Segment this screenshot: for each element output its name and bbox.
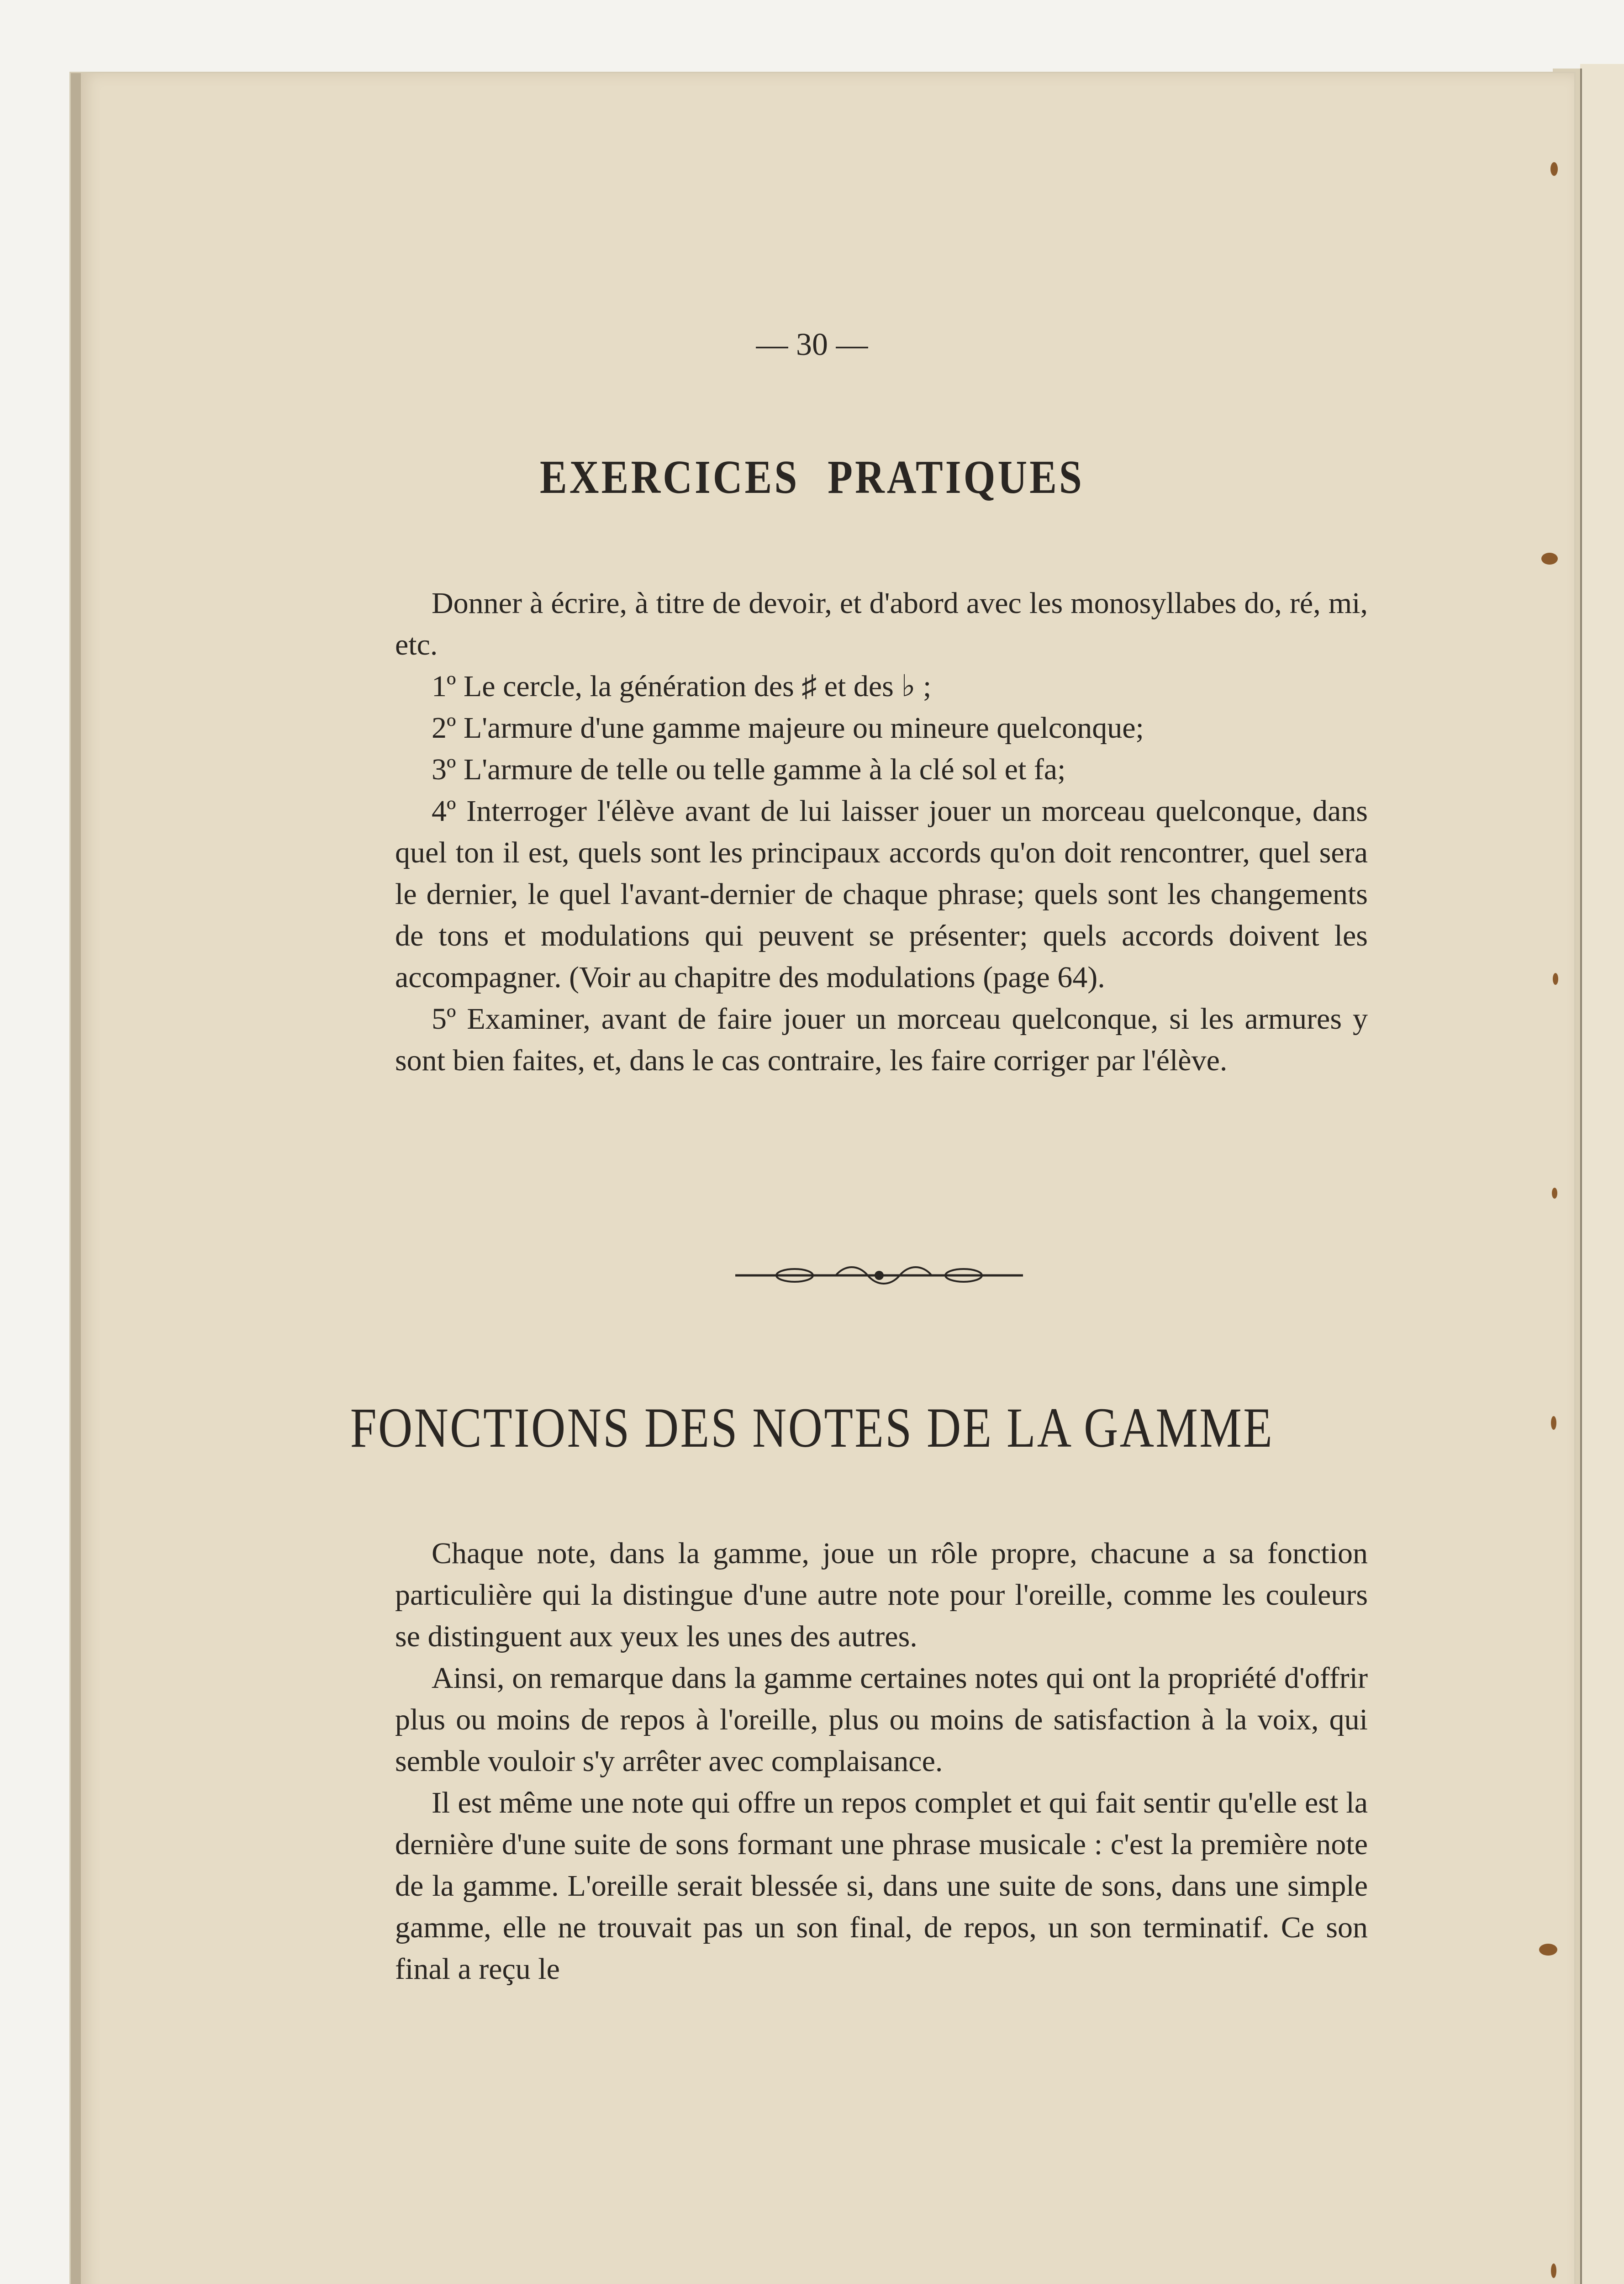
fonctions-paragraph-2: Ainsi, on remarque dans la gamme certaines notes qui ont la propriété d'offrir plus ou moins de repos à l'oreille, plus ou moins de satisfaction à la voix, qui semble vouloir s'y arrêter avec complaisance.: [395, 1661, 1368, 1778]
exercices-text: [395, 582, 1368, 1081]
exercices-intro: Donner à écrire, à titre de devoir, et d'abord avec les monosyllabes do, ré, mi, etc.: [395, 587, 1368, 661]
foxing-speck: [1551, 1416, 1556, 1430]
fonctions-paragraph-3: Il est même une note qui offre un repos complet et qui fait sentir qu'elle est la dernière d'une suite de sons formant une phrase musicale : c'est la première note de la gamme. L'oreille serait blessée si, dans une suite de sons, dans une simple gamme, elle ne trouvait pas un son final, de repos, un son terminatif. Ce son final a reçu le: [395, 1786, 1368, 1986]
section-title-fonctions: FONCTIONS DES NOTES DE LA GAMME: [350, 1396, 1274, 1459]
exercise-item-1: 1º Le cercle, la génération des ♯ et des ♭ ;: [432, 670, 932, 703]
foxing-speck: [1551, 2263, 1556, 2278]
foxing-speck: [1552, 1188, 1557, 1199]
exercise-item-3: 3º L'armure de telle ou telle gamme à la clé sol et fa;: [432, 753, 1066, 786]
exercise-item-5: 5º Examiner, avant de faire jouer un morceau quelconque, si les armures y sont bien faites, et, dans le cas contraire, les faire corriger par l'élève.: [395, 1002, 1368, 1077]
ornament-divider: [731, 1261, 1028, 1288]
fonctions-paragraph-1: Chaque note, dans la gamme, joue un rôle propre, chacune a sa fonction particulière qui la distingue d'une autre note pour l'oreille, comme les couleurs se distinguent aux yeux les unes des autres.: [395, 1537, 1368, 1653]
exercise-item-4: 4º Interroger l'élève avant de lui laisser jouer un morceau quelconque, dans quel ton il est, quels sont les principaux accords qu'on doit rencontrer, quel sera le dernier, le quel l'avant-dernier de chaque phrase; quels sont les changements de tons et modulations qui peuvent se présenter; quels accords doivent les accompagner. (Voir au chapitre des modulations (page 64).: [395, 794, 1368, 994]
section-title-exercices: EXERCICES PRATIQUES: [540, 451, 1084, 503]
fonctions-text: [395, 1533, 1368, 1990]
foxing-speck: [1553, 973, 1558, 985]
foxing-speck: [1541, 553, 1558, 565]
foxing-speck: [1550, 162, 1558, 176]
exercise-item-2: 2º L'armure d'une gamme majeure ou mineure quelconque;: [432, 711, 1144, 745]
adjacent-page-edge: [1580, 64, 1624, 2284]
foxing-speck: [1539, 1944, 1557, 1956]
page-number: — 30 —: [756, 327, 868, 362]
